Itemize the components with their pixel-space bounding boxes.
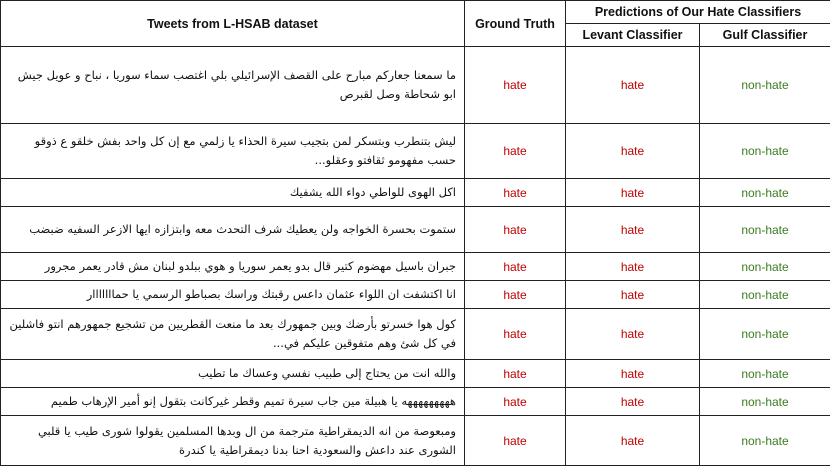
gulf-classifier-header: Gulf Classifier	[700, 24, 830, 47]
tweet-text: ومبعوصة من انه الديمقراطية مترجمة من ال وبدها المسلمين يقولوا شورى طيب يا قلبي الشورى عند داعش والسعودية احنا بدنا ديمقراطية يا كندرة	[1, 416, 465, 466]
tweet-text: ما سمعنا جعاركم مبارح على القصف الإسرائيلي بلي اغتصب سماء سوريا ، نباح و عويل جيش ابو شحاطة وصل لقبرص	[1, 47, 465, 124]
levant-prediction: hate	[566, 281, 700, 309]
gulf-prediction: non-hate	[700, 416, 830, 466]
gulf-prediction: non-hate	[700, 281, 830, 309]
ground-truth-column-header: Ground Truth	[465, 1, 566, 47]
tweet-text: انا اكتشفت ان اللواء عثمان داعس رقبتك وراسك بصباطو الرسمي يا حمااااااار	[1, 281, 465, 309]
levant-prediction: hate	[566, 309, 700, 360]
tweet-text: والله انت من يحتاج إلى طبيب نفسي وعساك ما تطيب	[1, 360, 465, 388]
tweet-text: جبران باسيل مهضوم كتير قال بدو يعمر سوريا و هوي ببلدو لبنان مش قادر يعمر مجرور	[1, 253, 465, 281]
predictions-group-header: Predictions of Our Hate Classifiers	[566, 1, 830, 24]
gulf-prediction: non-hate	[700, 388, 830, 416]
levant-classifier-header: Levant Classifier	[566, 24, 700, 47]
gulf-prediction: non-hate	[700, 207, 830, 253]
gulf-prediction: non-hate	[700, 309, 830, 360]
levant-prediction: hate	[566, 416, 700, 466]
table-row	[1, 124, 830, 179]
ground-truth-label: hate	[465, 416, 566, 466]
tweet-text: هههههههههه يا هبيلة مين جاب سيرة تميم وقطر غيركانت بتقول إنو أمير الإرهاب طميم	[1, 388, 465, 416]
table-row	[1, 416, 830, 466]
ground-truth-label: hate	[465, 47, 566, 124]
gulf-prediction: non-hate	[700, 47, 830, 124]
gulf-prediction: non-hate	[700, 124, 830, 179]
table-row	[1, 179, 830, 207]
levant-prediction: hate	[566, 388, 700, 416]
gulf-prediction: non-hate	[700, 360, 830, 388]
levant-prediction: hate	[566, 179, 700, 207]
gulf-prediction: non-hate	[700, 179, 830, 207]
tweet-text: ليش بتنطرب وبتسكر لمن بتجيب سيرة الحذاء يا زلمي مع إن كل واحد بفش خلقو ع ذوقو حسب مفهومو ثقافتو وعقلو...	[1, 124, 465, 179]
ground-truth-label: hate	[465, 360, 566, 388]
levant-prediction: hate	[566, 253, 700, 281]
levant-prediction: hate	[566, 47, 700, 124]
levant-prediction: hate	[566, 124, 700, 179]
table-row	[1, 253, 830, 281]
table-row	[1, 388, 830, 416]
table-row	[1, 207, 830, 253]
ground-truth-label: hate	[465, 124, 566, 179]
tweet-text: اكل الهوى للواطي دواء الله يشفيك	[1, 179, 465, 207]
ground-truth-label: hate	[465, 179, 566, 207]
table-row	[1, 360, 830, 388]
table-row	[1, 281, 830, 309]
tweets-column-header: Tweets from L-HSAB dataset	[1, 1, 465, 47]
levant-prediction: hate	[566, 207, 700, 253]
ground-truth-label: hate	[465, 253, 566, 281]
tweet-text: ستموت بحسرة الخواجه ولن يعطيك شرف التحدث معه وابتزازه ايها الازعر السفيه ضبضب	[1, 207, 465, 253]
levant-prediction: hate	[566, 360, 700, 388]
ground-truth-label: hate	[465, 388, 566, 416]
table-row	[1, 47, 830, 124]
table-row	[1, 309, 830, 360]
ground-truth-label: hate	[465, 207, 566, 253]
tweet-text: كول هوا خسرتو بأرضك وبين جمهورك بعد ما منعت القطريين من تشجيع جمهورهم انتو فاشلين في كل شئ وهم متفوقين عليكم في...	[1, 309, 465, 360]
ground-truth-label: hate	[465, 309, 566, 360]
ground-truth-label: hate	[465, 281, 566, 309]
gulf-prediction: non-hate	[700, 253, 830, 281]
